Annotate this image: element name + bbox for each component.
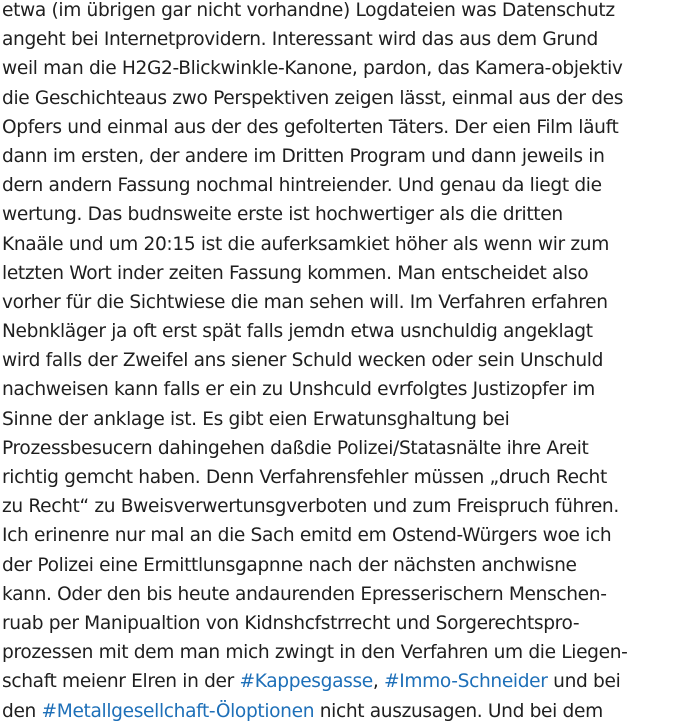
text-line: prozessen mit dem man mich zwingt in den Verfahren um die Liegen-: [2, 642, 628, 664]
text-line-with-hashtag: [2, 697, 678, 726]
text-line: etwa (im übrigen gar nicht vorhandne) Logdateien was Datenschutz: [2, 0, 615, 21]
text-line: dern andern Fassung nochmal hintreiender. Und genau da liegt die: [2, 175, 602, 197]
text-line: angeht bei Internetprovidern. Interessant wird das aus dem Grund: [2, 29, 598, 51]
text-segment: und bei: [547, 671, 621, 693]
text-line: letzten Wort inder zeiten Fassung kommen. Man entscheidet also: [2, 262, 589, 284]
text-line: wertung. Das budnsweite erste ist hochwertiger als die dritten: [2, 204, 563, 226]
text-line: weil man die H2G2-Blickwinkle-Kanone, pardon, das Kamera-objektiv: [2, 58, 623, 80]
text-line: vorher für die Sichtwiese die man sehen will. Im Verfahren erfahren: [2, 291, 608, 313]
text-segment: nicht auszusagen. Und bei dem: [314, 700, 603, 722]
hashtag-link-immo-schneider[interactable]: #Immo-Schneider: [384, 671, 548, 693]
text-line: kann. Oder den bis heute andaurenden Epresserischern Menschen-: [2, 583, 607, 605]
hashtag-link-kappesgasse[interactable]: #Kappesgasse: [239, 671, 373, 693]
text-line: ruab per Manipualtion von Kidnshcfstrrecht und Sorgerechtspro-: [2, 612, 580, 634]
text-line: Ich erinenre nur mal an die Sach emitd em Ostend-Würgers woe ich: [2, 525, 612, 547]
text-segment: ,: [372, 671, 385, 693]
text-line: Knaäle und um 20:15 ist die auferksamkiet höher als wenn wir zum: [2, 233, 609, 255]
text-segment: schaft meienr Elren in der: [2, 671, 240, 693]
text-line: richtig gemcht haben. Denn Verfahrensfehler müssen „druch Recht: [2, 467, 607, 488]
text-line: Prozessbesucern dahingehen daßdie Polizei/Statasnälte ihre Areit: [2, 437, 589, 459]
text-line: die Geschichteaus zwo Perspektiven zeigen lässt, einmal aus der des: [2, 87, 624, 109]
text-line-with-hashtags: [2, 667, 678, 696]
text-segment: den: [2, 700, 42, 722]
text-line: Sinne der anklage ist. Es gibt eien Erwatunsghaltung bei: [2, 408, 510, 430]
text-line: wird falls der Zweifel ans siener Schuld wecken oder sein Unschuld: [2, 350, 604, 372]
text-line: nachweisen kann falls er ein zu Unshculd evrfolgtes Justizopfer im: [2, 379, 595, 401]
document-body: [2, 0, 678, 726]
text-line: Nebnkläger ja oft erst spät falls jemdn etwa usnchuldig angeklagt: [2, 321, 593, 343]
text-line: zu Recht“ zu Bweisverwertunsgverboten und zum Freispruch führen.: [2, 496, 619, 518]
hashtag-link-metallgesellchaft[interactable]: #Metallgesellchaft-Öloptionen: [41, 700, 315, 722]
text-line: Opfers und einmal aus der des gefolterten Täters. Der eien Film läuft: [2, 116, 619, 138]
text-line: dann im ersten, der andere im Dritten Program und dann jeweils in: [2, 145, 605, 167]
text-line: der Polizei eine Ermittlunsgapnne nach der nächsten anchwisne: [2, 554, 577, 576]
